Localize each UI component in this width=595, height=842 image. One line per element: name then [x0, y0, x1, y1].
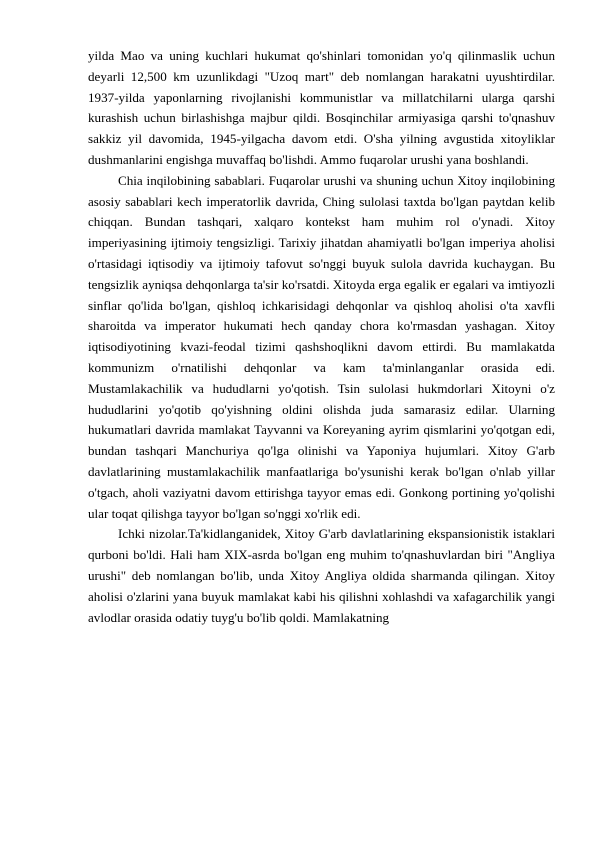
- paragraph-causes: Chia inqilobining sabablari. Fuqarolar urushi va shuning uchun Xitoy inqilobining asosiy sabablari kech imperatorlik davrida, Ching sulolasi taxtda bo'lgan paytdan kelib chiqqan. Bundan tashqari, xalqaro kontekst ham muhim rol o'ynadi. Xitoy imperiyasining ijtimoiy tengsizligi. Tarixiy jihatdan ahamiyatli bo'lgan imperiya aholisi o'rtasidagi iqtisodiy va ijtimoiy tafovut so'nggi buyuk sulola davrida kuchaygan. Bu tengsizlik ayniqsa dehqonlarga ta'sir ko'rsatdi. Xitoyda erga egalik er egalari va imtiyozli sinflar qo'lida bo'lgan, qishloq ichkarisidagi dehqonlar va qishloq aholisi o'ta xavfli sharoitda va imperator hukumati hech qanday chora ko'rmasdan yashagan. Xitoy iqtisodiyotining kvazi-feodal tizimi qashshoqlikni davom ettirdi. Bu mamlakatda kommunizm o'rnatilishi dehqonlar va kam ta'minlanganlar orasida edi. Mustamlakachilik va hududlarni yo'qotish. Tsin sulolasi hukmdorlari Xitoyni o'z hududlarini yo'qotib qo'yishning oldini olishda juda samarasiz edilar. Ularning hukumatlari davrida mamlakat Tayvanni va Koreyaning ayrim qismlarini yo'qotgan edi, bundan tashqari Manchuriya qo'lga olinishi va Yaponiya hujumlari. Xitoy G'arb davlatlarining mustamlakachilik manfaatlariga bo'ysunishi kerak bo'lgan o'nlab yillar o'tgach, aholi vaziyatni davom ettirishga tayyor emas edi. Gonkong portining yo'qolishi ular toqat qilishga tayyor bo'lgan so'nggi xo'rlik edi.: [88, 172, 555, 521]
- paragraph-continuation: yilda Mao va uning kuchlari hukumat qo'shinlari tomonidan yo'q qilinmaslik uchun deyarli 12,500 km uzunlikdagi "Uzoq mart" deb nomlangan harakatni uyushtirdilar. 1937-yilda yaponlarning rivojlanishi kommunistlar va millatchilarni ularga qarshi kurashish uchun birlashishga majbur qildi. Bosqinchilar armiyasiga qarshi to'qnashuv sakkiz yil davomida, 1945-yilgacha davom etdi. O'sha yilning avgustida xitoyliklar dushmanlarini engishga muvaffaq bo'lishdi. Ammo fuqarolar urushi yana boshlandi.: [88, 48, 555, 167]
- body-text: [88, 46, 555, 628]
- paragraph-internal-conflicts: Ichki nizolar.Ta'kidlanganidek, Xitoy G'arb davlatlarining ekspansionistik istaklari qurboni bo'ldi. Hali ham XIX-asrda bo'lgan eng muhim to'qnashuvlardan biri "Angliya urushi" deb nomlangan bo'lib, unda Xitoy Angliya oldida sharmanda qilingan. Xitoy aholisi o'zlarini yana buyuk mamlakat kabi his qilishni xohlashdi va xafagarchilik yangi avlodlar orasida odatiy tuyg'u bo'lib qoldi. Mamlakatning: [88, 526, 555, 625]
